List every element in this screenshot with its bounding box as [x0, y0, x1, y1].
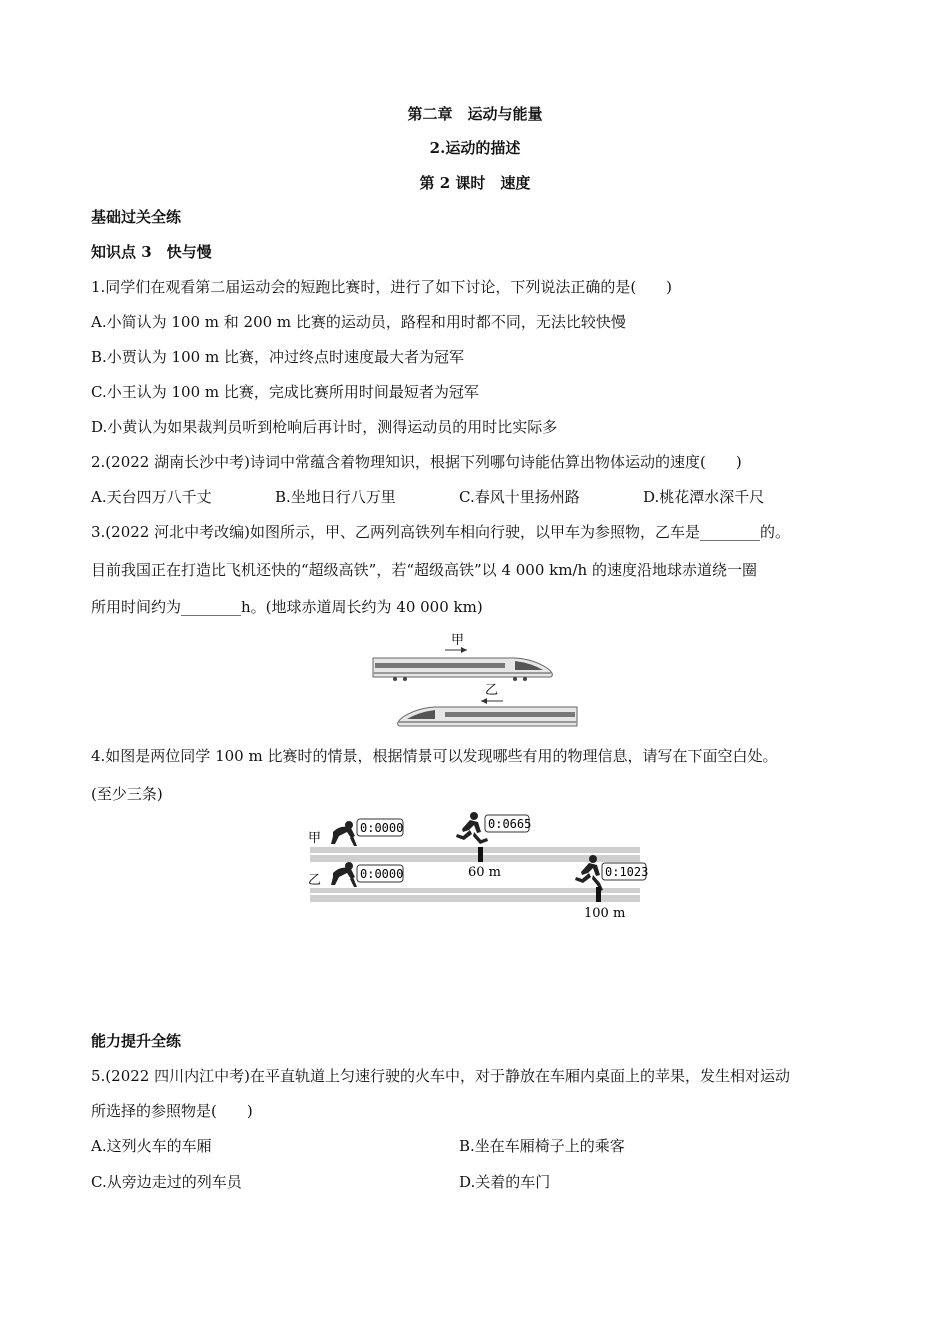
marker-100m — [596, 887, 601, 902]
q1-option-a: A.小简认为 100 m 和 200 m 比赛的运动员，路程和用时都不同，无法比较快慢 — [91, 313, 626, 331]
runner-yi-crouch — [331, 862, 357, 887]
q3-line1: 3.(2022 河北中考改编)如图所示，甲、乙两列高铁列车相向行驶，以甲车为参照物，乙车是________的。 — [91, 523, 790, 541]
q3-line3: 所用时间约为________h。(地球赤道周长约为 40 000 km) — [91, 598, 483, 616]
q1-option-c: C.小王认为 100 m 比赛，完成比赛所用时间最短者为冠军 — [91, 383, 479, 401]
q2-option-a: A.天台四万八千丈 — [91, 488, 212, 506]
q5-line2: 所选择的参照物是( ) — [91, 1102, 253, 1120]
q1-option-b: B.小贾认为 100 m 比赛，冲过终点时速度最大者为冠军 — [91, 348, 464, 366]
q5-option-d: D.关着的车门 — [459, 1173, 551, 1191]
train-yi — [398, 707, 577, 726]
runner-jia-label: 甲 — [308, 831, 322, 846]
q1-option-d: D.小黄认为如果裁判员听到枪响后再计时，测得运动员的用时比实际多 — [91, 418, 558, 436]
chapter-title: 第二章 运动与能量 — [407, 105, 543, 123]
lesson-title: 第 2 课时 速度 — [419, 174, 531, 192]
timer-jia-start: 0:0000 — [360, 821, 404, 835]
mark-100m: 100 m — [584, 906, 626, 921]
q5-option-b: B.坐在车厢椅子上的乘客 — [459, 1137, 625, 1155]
q2-stem: 2.(2022 湖南长沙中考)诗词中常蕴含着物理知识，根据下列哪句诗能估算出物体运动的速度( ) — [91, 453, 742, 471]
timer-yi-100: 0:1023 — [605, 865, 649, 879]
q3-line2: 目前我国正在打造比飞机还快的“超级高铁”，若“超级高铁”以 4 000 km/h 的速度沿地球赤道绕一圈 — [91, 561, 757, 579]
q4-line1: 4.如图是两位同学 100 m 比赛时的情景，根据情景可以发现哪些有用的物理信息，请写在下面空白处。 — [91, 747, 778, 765]
part1-title: 基础过关全练 — [91, 208, 182, 226]
q5-option-a: A.这列火车的车厢 — [91, 1137, 212, 1155]
knowledge-point: 知识点 3 快与慢 — [91, 243, 212, 261]
section-title: 2.运动的描述 — [429, 139, 521, 157]
runner-jia-crouch — [331, 821, 357, 846]
marker-60m — [478, 847, 483, 862]
runner-jia-running — [456, 812, 488, 844]
runner-yi-label: 乙 — [308, 873, 322, 888]
train-yi-label: 乙 — [485, 683, 499, 698]
train-jia — [373, 658, 552, 681]
mark-60m: 60 m — [468, 865, 502, 880]
q2-option-b: B.坐地日行八万里 — [275, 488, 396, 506]
q4-line2: (至少三条) — [91, 785, 163, 803]
q1-stem: 1.同学们在观看第二届运动会的短跑比赛时，进行了如下讨论，下列说法正确的是( ) — [91, 278, 673, 296]
timer-yi-start: 0:0000 — [360, 867, 404, 881]
timer-jia-60: 0:0665 — [488, 817, 532, 831]
train-jia-label: 甲 — [451, 633, 465, 648]
q5-option-c: C.从旁边走过的列车员 — [91, 1173, 242, 1191]
q2-option-d: D.桃花潭水深千尺 — [643, 488, 765, 506]
part2-title: 能力提升全练 — [91, 1032, 182, 1050]
q2-option-c: C.春风十里扬州路 — [459, 488, 580, 506]
trains-figure — [365, 628, 585, 728]
race-figure — [305, 810, 650, 922]
q5-line1: 5.(2022 四川内江中考)在平直轨道上匀速行驶的火车中，对于静放在车厢内桌面上的苹果，发生相对运动 — [91, 1067, 790, 1085]
